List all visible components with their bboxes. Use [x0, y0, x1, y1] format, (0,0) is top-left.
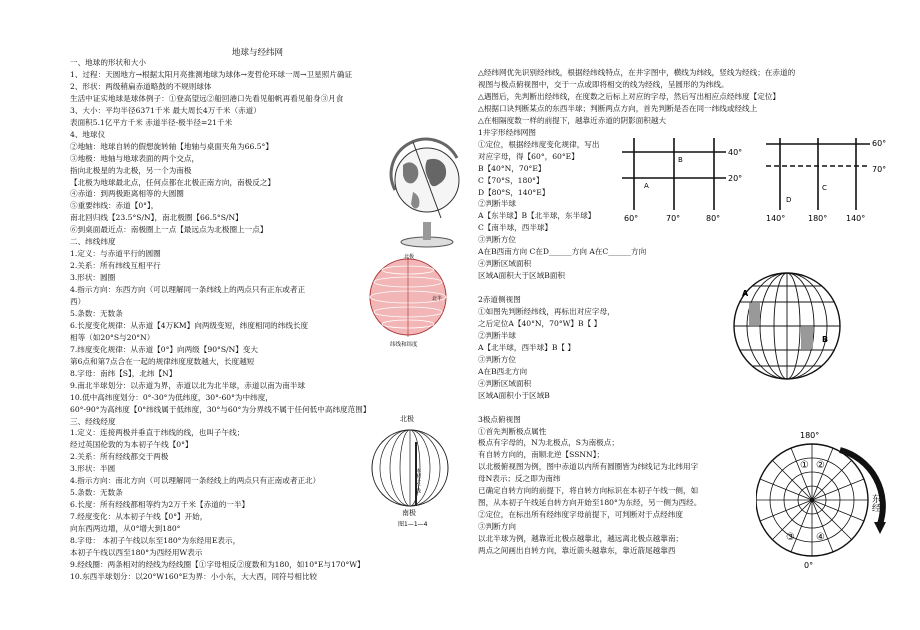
text-line: 以北半球为例，越靠近北极点越靠北，越远离北极点越靠南； [478, 534, 684, 544]
text-line: 3、大小：平均半径6371千米 最大周长4万千米（赤道） [70, 105, 261, 115]
grid2-top-label: 60° [872, 139, 887, 148]
grid1-point-label: A [644, 182, 649, 190]
text-line: 2赤道侧视图 [478, 295, 521, 305]
text-line: ②判断半球 [478, 199, 516, 209]
text-line: 生活中证实地球是球体例子：①登高望远②船回港口先看见船帆再看见船身③月食 [70, 93, 344, 103]
text-line: C【70°S，180°】 [478, 175, 544, 185]
text-line: 向东西两边增，从0°增大到180° [70, 524, 181, 534]
text-line: 2.关系：所有经线都交于两极 [70, 452, 169, 462]
text-line: △遇图后，先判断出经纬线，在度数之后标上对应的字母，然后写出相应点经纬度【定位】 [478, 91, 780, 101]
text-line: 相等（如20°S与20°N） [70, 332, 155, 342]
text-line: 6.长度：所有经线都相等约为2万千米【赤道的一半】 [70, 500, 250, 510]
text-line: 3极点俯视图 [478, 414, 521, 424]
side-point-label: A [742, 289, 749, 298]
grid1-x-label: 70° [666, 214, 681, 223]
polar-point-label: ② [816, 460, 825, 471]
text-line: 1井字形经纬网图 [478, 127, 536, 137]
side-point-label: B [822, 335, 829, 344]
text-line: 本初子午线以西至180°为西经用W表示 [70, 547, 203, 557]
polar-point-label: ① [800, 460, 809, 471]
text-line: 南北回归线【23.5°S/N】，南北极圈【66.5°S/N】 [70, 213, 243, 223]
east-longitude-label: 东经 [870, 494, 880, 512]
grid2-point-label: C [822, 184, 827, 192]
globe-figure [383, 130, 471, 248]
text-line: C【南半球，西半球】 [478, 223, 553, 233]
text-line: ①首先判断极点属性 [478, 426, 547, 436]
text-line: 两点之间画出自转方向，靠近箭头越靠东，靠近箭尾越靠西 [478, 546, 676, 555]
text-line: 第6点和第7点合在一起的规律纬度度数越大，长度越短 [70, 356, 255, 366]
side-view-figure [712, 270, 862, 382]
text-line: △在相隔度数一样的前提下，越靠近赤道的阴影面积越大 [478, 115, 667, 125]
polar-point-label: ③ [786, 532, 795, 543]
text-line: ②判断半球 [478, 330, 516, 340]
text-line: ⑤重要纬线：赤道【0°】， [70, 201, 159, 211]
text-line: 一、地球的形状和大小 [70, 58, 146, 67]
text-line: 3.形状：圆圈 [70, 273, 116, 283]
grid2-point-label: D [786, 196, 792, 204]
latitude-caption: 纬线和纬度 [390, 342, 418, 348]
text-line: 以北极俯视图为例，图中赤道以内所有圆圈皆为纬线记为北纬用字 [478, 462, 699, 472]
text-line: 5.条数：无数条 [70, 488, 123, 498]
grid1-point-label: B [678, 156, 683, 164]
text-line: ③地极：地轴与地球表面的两个交点， [70, 153, 200, 163]
grid1-mid-label: 20° [728, 174, 743, 183]
text-line: 8.字母：南纬【S】，北纬【N】 [70, 368, 177, 378]
text-line: D【80°S，140°E】 [478, 187, 550, 197]
text-line: ①定位，根据经纬度变化规律，写出 [478, 139, 600, 149]
meridian-north-label: 北极 [400, 415, 414, 423]
text-line: 4、地球仪 [70, 129, 106, 139]
text-line: ①如图先判断经纬线，再标出对应字母， [478, 307, 615, 316]
polar-point-label: ④ [816, 532, 825, 543]
text-line: 10.东西半球划分：以20°W160°E为界：小小东，大大西，同符号相比较 [70, 571, 318, 581]
latitude-globe-figure [360, 252, 460, 350]
polar-view-figure [756, 428, 896, 578]
grid2-mid-label: 70° [872, 165, 887, 174]
text-line: A在B西南方向 C在D______方向 A在C______方向 [478, 247, 647, 257]
text-line: 5.条数：无数条 [70, 308, 123, 318]
arrow-head-icon [874, 522, 886, 534]
text-line: 已确定自转方向的前提下，将自转方向标识在本初子午线一侧，如 [478, 486, 699, 496]
polar-bottom-label: 0° [804, 561, 814, 570]
meridian-south-label: 南极 [402, 509, 416, 517]
text-line: 8.字母： 本初子午线以东至180°为东经用E表示， [70, 536, 241, 545]
text-line: A在B西北方向 [478, 366, 528, 376]
grid1-x-label: 80° [706, 214, 721, 223]
text-line: ②地轴：地球自转的假想旋转轴【地轴与桌面夹角为66.5°】 [70, 141, 273, 151]
text-line: 母N表示；反之即为南纬 [478, 474, 561, 484]
text-line: 图，从本初子午线延自转方向开始至180°为东经，另一侧为西经。 [478, 498, 702, 508]
meridian-globe-figure [360, 412, 460, 530]
text-line: △经纬网优先识别经纬线，根据经纬线特点，在井字图中，横线为纬线，竖线为经线；在赤道的 [478, 68, 796, 77]
text-line: 对应字母，得【60°，60°E】 [478, 151, 579, 161]
text-line: A【东半球】B【北半球，东半球】 [478, 211, 596, 221]
text-line: ④判断区域面积 [478, 259, 532, 269]
grid1-x-label: 60° [624, 214, 639, 223]
text-line: 西） [70, 297, 86, 306]
text-line: ②定位，在标出所有经纬度字母前提下，可判断对于点经纬度 [478, 510, 684, 520]
text-line: A【北半球，西半球】B【 】 [478, 342, 576, 352]
text-line: 9.南北半球划分：以赤道为界，赤道以北为北半球，赤道以南为南半球 [70, 380, 306, 390]
text-line: ③判断方位 [478, 354, 516, 364]
text-line: 7.纬度变化规律：从赤道【0°】向两级【90°S/N】变大 [70, 344, 259, 354]
text-line: 60°-90°为高纬度【0°纬线属于低纬度，30°与60°为分界线不属于任何低中高纬度范围】 [70, 404, 371, 414]
hemisphere-label: 北半 [432, 296, 443, 302]
text-line: 指向北极星的为北极，另一个为南极 [70, 165, 192, 175]
text-line: 9.经线圈：两条相对的经线为经线圈【①字母相反②度数和为180，如10°E与170°W】 [70, 559, 365, 569]
text-line: B【40°N，70°E】 [478, 163, 546, 173]
north-pole-label: 北极 [404, 254, 415, 260]
grid2-x-label: 140° [846, 214, 866, 223]
polar-top-label: 180° [800, 431, 820, 440]
text-line: 表面积5.1亿平方千米 赤道半径-极半径=21千米 [70, 117, 233, 127]
grid2-x-label: 140° [766, 214, 786, 223]
text-line: 1、过程：天圆地方→根据太阳月亮推测地球为球体→麦哲伦环球一周→卫星照片确证 [70, 69, 353, 79]
text-line: 之后定位A【40°N，70°W】B【 】 [478, 318, 602, 328]
text-line: 二、纬线纬度 [70, 237, 116, 247]
text-line: 三、经线经度 [70, 416, 116, 426]
text-line: 10.低中高纬度划分：0°-30°为低纬度，30°-60°为中纬度， [70, 392, 273, 402]
grid2-x-label: 180° [808, 214, 828, 223]
doc-title: 地球与经纬网 [232, 48, 284, 58]
grid-figure-1 [618, 132, 756, 224]
meridian-caption: 图1—1—4 [398, 521, 428, 528]
text-line: 1.定义：与赤道平行的圆圈 [70, 249, 161, 259]
text-line: 2.关系：所有纬线互相平行 [70, 261, 161, 271]
text-line: 3.形状：半圆 [70, 464, 116, 474]
text-line: 1.定义：连接两极并垂直于纬线的线，也叫子午线； [70, 428, 245, 438]
text-line: 【北极为地球最北点，任何点都在北极正南方向，南极反之】 [70, 177, 276, 187]
grid-figure-2 [762, 132, 900, 224]
prime-meridian-label: 本初子午线 [415, 468, 421, 493]
text-line: 极点有字母的，N为北极点，S为南极点； [478, 438, 619, 448]
text-line: ④判断区域面积 [478, 378, 532, 388]
text-line: ③判断方向 [478, 522, 516, 532]
text-line: 区域A面积大于区域B面积 [478, 271, 566, 281]
text-line: 有自转方向的，南顺北逆【SSNN】； [478, 450, 605, 460]
text-line: 经过英国伦敦的为本初子午线【0°】 [70, 440, 193, 450]
text-line: △根据口诀判断某点的东西半球；判断两点方向，首先判断是否在同一纬线或经线上 [478, 103, 758, 113]
text-line: 视图与极点俯视图中，交于一点或即将相交的线为经线，呈圆形的为纬线。 [478, 79, 729, 89]
text-line: 6.长度变化规律：从赤道【4万KM】向两级变短，纬度相同的纬线长度 [70, 320, 309, 330]
text-line: 区域A面积小于区域B [478, 390, 550, 400]
text-line: 4.指示方向：东西方向（可以理解同一条纬线上的两点只有正东或者正 [70, 285, 306, 295]
text-line: 2、形状：两级稍扁赤道略鼓的不规则球体 [70, 81, 212, 91]
text-line: 4.指示方向：南北方向（可以理解同一条经线上的两点只有正南或者正北） [70, 476, 321, 486]
grid1-top-label: 40° [728, 148, 743, 157]
text-line: ③判断方位 [478, 235, 516, 245]
text-line: ⑥到桌面最近点：南极圈上一点【最远点为北极圈上一点】 [70, 225, 268, 235]
text-line: 7.经度变化：从本初子午线【0°】开始， [70, 512, 208, 522]
text-line: ④赤道：到两极距离相等的大圆圈 [70, 189, 184, 199]
